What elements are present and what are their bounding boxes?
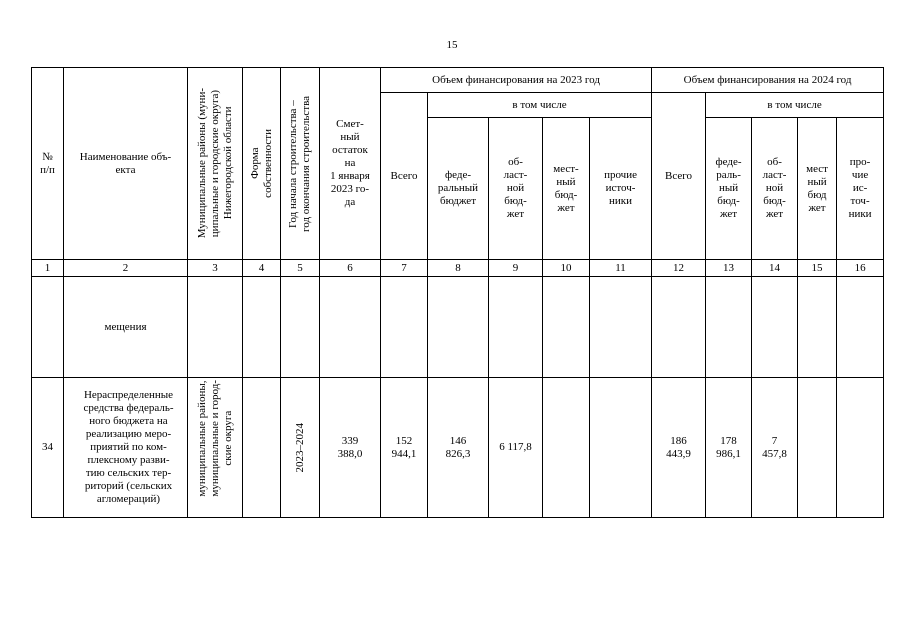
header-ownership-text: Форма собственности xyxy=(248,129,274,198)
header-federal-2023: феде- ральный бюджет xyxy=(428,118,489,260)
column-number: 11 xyxy=(590,260,652,277)
table-cell xyxy=(188,277,243,378)
table-cell xyxy=(798,277,837,378)
table-cell xyxy=(243,277,281,378)
local-2024-value xyxy=(798,378,837,518)
local-2023-value xyxy=(543,378,590,518)
column-number: 13 xyxy=(706,260,752,277)
column-number: 10 xyxy=(543,260,590,277)
table-cell xyxy=(320,277,381,378)
header-including-2023: в том числе xyxy=(428,93,652,118)
header-districts xyxy=(188,68,243,260)
row-number: 34 xyxy=(32,378,64,518)
column-number: 14 xyxy=(752,260,798,277)
regional-2023-value: 6 117,8 xyxy=(489,378,543,518)
table-cell xyxy=(837,277,884,378)
column-number: 12 xyxy=(652,260,706,277)
header-group-2024: Объем финансирования на 2024 год xyxy=(652,68,884,93)
table-cell xyxy=(281,277,320,378)
regional-2024-value: 7 457,8 xyxy=(752,378,798,518)
header-group-2023: Объем финансирования на 2023 год xyxy=(381,68,652,93)
column-number: 15 xyxy=(798,260,837,277)
table-cell xyxy=(32,277,64,378)
object-name: Нераспределенные средства федераль- ного бюджета на реализацию меро- приятий по ком- плексному разви- тию сельских тер- риторий (сельских агломераций) xyxy=(64,378,188,518)
header-including-2024: в том числе xyxy=(706,93,884,118)
header-total-2023: Всего xyxy=(381,93,428,260)
header-ownership xyxy=(243,68,281,260)
column-number: 7 xyxy=(381,260,428,277)
header-row-1 xyxy=(32,68,884,93)
column-number: 6 xyxy=(320,260,381,277)
district-cell xyxy=(188,378,243,518)
total-2023-value: 152 944,1 xyxy=(381,378,428,518)
federal-2023-value: 146 826,3 xyxy=(428,378,489,518)
table-row-34 xyxy=(32,378,884,518)
column-number: 4 xyxy=(243,260,281,277)
ownership-cell xyxy=(243,378,281,518)
header-construction-years-text: Год начала строительства – год окончания строительства xyxy=(287,95,312,232)
page-number: 15 xyxy=(446,39,458,51)
table-cell xyxy=(706,277,752,378)
table-cell xyxy=(543,277,590,378)
header-local-2024: мест ный бюд жет xyxy=(798,118,837,260)
remaining-value: 339 388,0 xyxy=(320,378,381,518)
other-2024-value xyxy=(837,378,884,518)
header-total-2024: Всего xyxy=(652,93,706,260)
table-cell xyxy=(489,277,543,378)
years-cell xyxy=(281,378,320,518)
header-regional-2023: об- ласт- ной бюд- жет xyxy=(489,118,543,260)
table-cell xyxy=(590,277,652,378)
column-number: 3 xyxy=(188,260,243,277)
table-cell xyxy=(428,277,489,378)
years-text: 2023–2024 xyxy=(293,422,306,473)
table-cell xyxy=(652,277,706,378)
header-local-2023: мест- ный бюд- жет xyxy=(543,118,590,260)
column-number: 1 xyxy=(32,260,64,277)
district-text: муниципальные районы, муниципальные и город- ские округа xyxy=(195,380,234,497)
header-remaining: Смет- ный остаток на 1 января 2023 го- да xyxy=(320,68,381,260)
header-regional-2024: об- ласт- ной бюд- жет xyxy=(752,118,798,260)
column-number: 16 xyxy=(837,260,884,277)
table-cell xyxy=(752,277,798,378)
column-number: 5 xyxy=(281,260,320,277)
table-row-continuation xyxy=(32,277,884,378)
header-construction-years xyxy=(281,68,320,260)
table-cell xyxy=(381,277,428,378)
header-number: № п/п xyxy=(32,68,64,260)
column-number: 8 xyxy=(428,260,489,277)
header-other-2024: про- чие ис- точ- ники xyxy=(837,118,884,260)
federal-2024-value: 178 986,1 xyxy=(706,378,752,518)
header-districts-text: Муниципальные районы (муни- ципальные и городские округа) Нижегородской области xyxy=(195,88,234,239)
total-2024-value: 186 443,9 xyxy=(652,378,706,518)
header-other-2023: прочие источ- ники xyxy=(590,118,652,260)
column-number: 2 xyxy=(64,260,188,277)
header-federal-2024: феде- раль- ный бюд- жет xyxy=(706,118,752,260)
column-number: 9 xyxy=(489,260,543,277)
column-number-row xyxy=(32,260,884,277)
financing-table xyxy=(31,67,884,518)
continuation-name: мещения xyxy=(64,277,188,378)
other-2023-value xyxy=(590,378,652,518)
header-object-name: Наименование объ- екта xyxy=(64,68,188,260)
